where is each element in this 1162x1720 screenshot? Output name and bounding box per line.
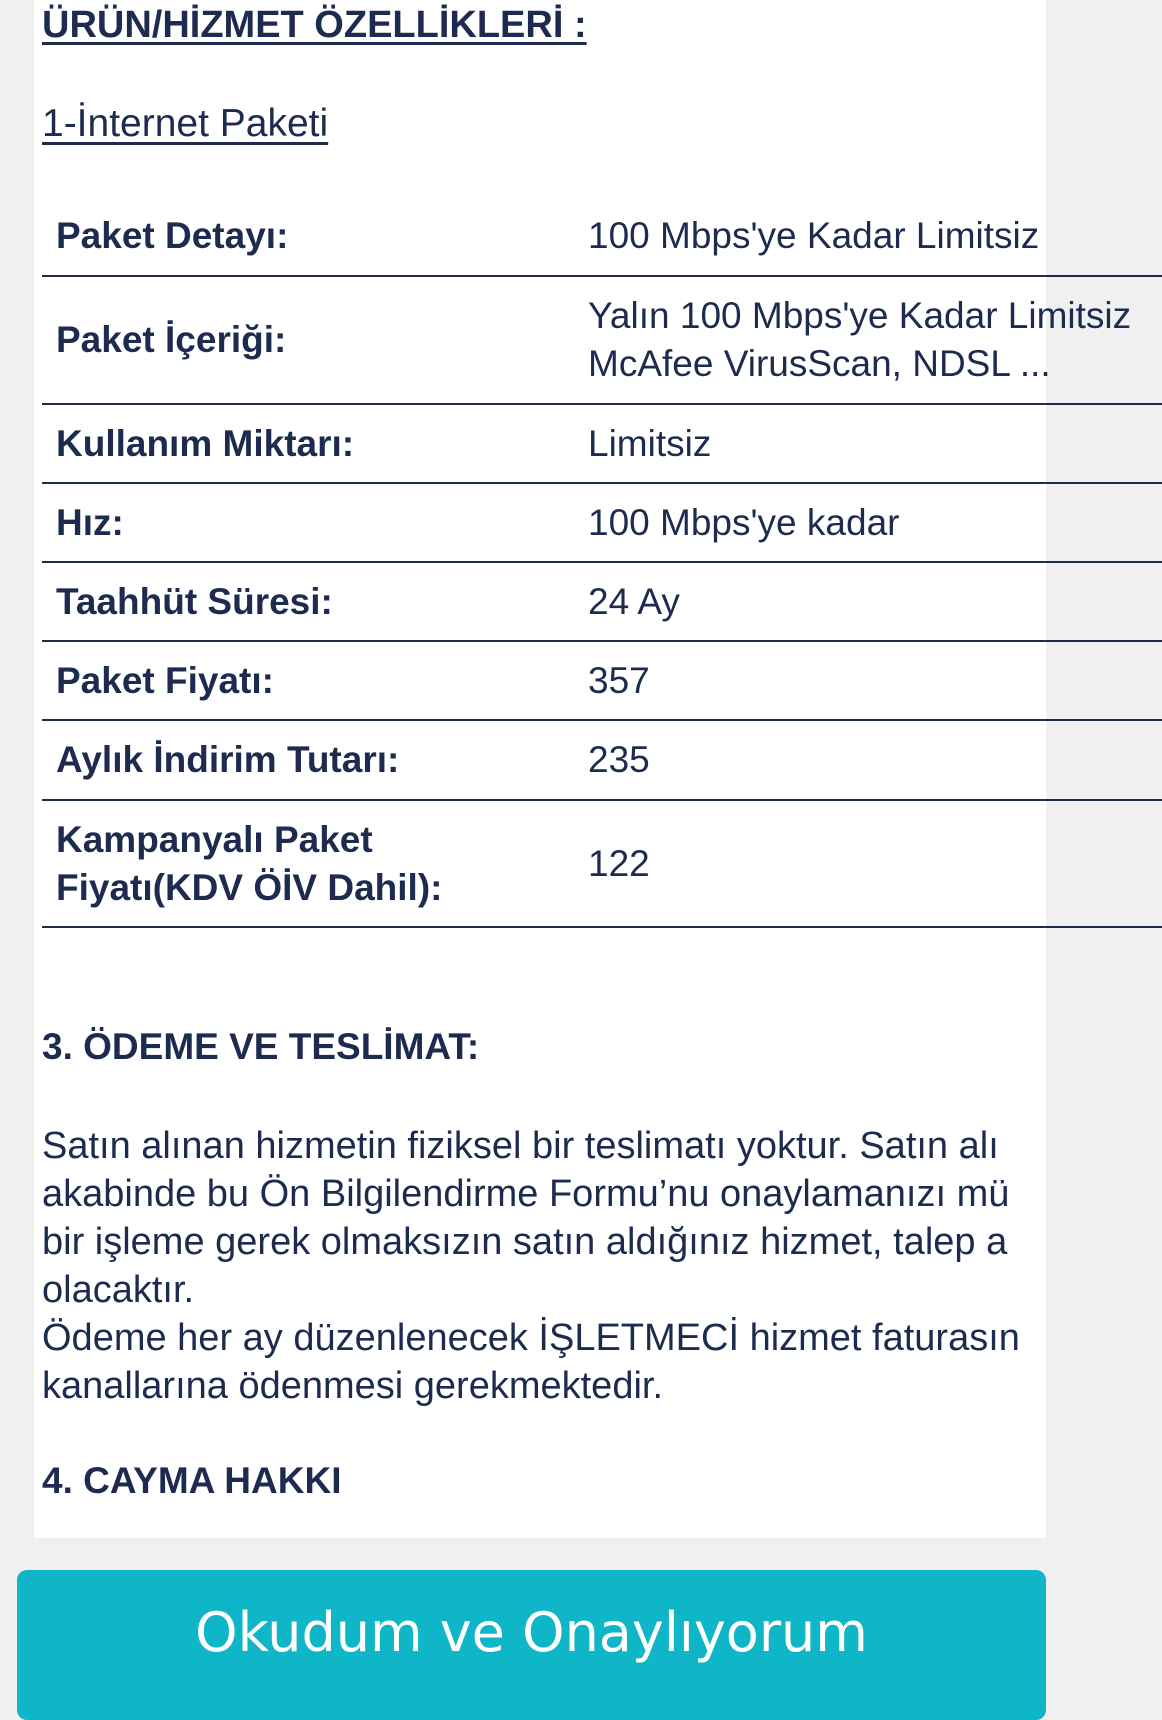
payment-heading: 3. ÖDEME VE TESLİMAT: <box>42 1026 480 1067</box>
spec-value-line: 24 Ay <box>588 580 680 622</box>
spec-value <box>574 641 1162 720</box>
table-row <box>42 483 1162 562</box>
spec-value-line: 357 <box>588 659 650 701</box>
table-row <box>42 720 1162 800</box>
document-panel <box>34 0 1132 1538</box>
spec-label: Kullanım Miktarı: <box>42 404 574 483</box>
spec-value <box>574 800 1162 927</box>
table-row <box>42 196 1162 276</box>
paragraph-line: bir işleme gerek olmaksızın satın aldığınız hizmet, talep a <box>42 1221 1008 1263</box>
spec-value <box>574 720 1162 800</box>
spec-value-line: 235 <box>588 739 650 780</box>
spec-value <box>574 404 1162 483</box>
spec-label: Aylık İndirim Tutarı: <box>42 720 574 800</box>
paragraph-line: olacaktır. <box>42 1269 195 1311</box>
paragraph-line: akabinde bu Ön Bilgilendirme Formu’nu onaylamanızı mü <box>42 1173 1010 1215</box>
spec-label-line: Kampanyalı Paket <box>56 818 373 860</box>
spec-label: Hız: <box>42 483 574 562</box>
table-row <box>42 404 1162 483</box>
spec-label <box>42 800 574 927</box>
spec-table <box>42 196 1162 928</box>
spec-value <box>574 483 1162 562</box>
spec-label: Paket İçeriği: <box>42 276 574 404</box>
spec-value-line: Limitsiz <box>588 422 712 464</box>
package-name: 1-İnternet Paketi <box>42 102 329 145</box>
paragraph-line: Satın alınan hizmetin fiziksel bir teslimatı yoktur. Satın alı <box>42 1125 999 1167</box>
spec-value <box>574 562 1162 641</box>
withdrawal-heading: 4. CAYMA HAKKI <box>42 1460 342 1501</box>
table-row <box>42 641 1162 720</box>
spec-label: Taahhüt Süresi: <box>42 562 574 641</box>
spec-label: Paket Fiyatı: <box>42 641 574 720</box>
confirm-button[interactable]: Okudum ve Onaylıyorum <box>17 1570 1046 1720</box>
payment-paragraph <box>42 1122 1020 1410</box>
paragraph-line: Ödeme her ay düzenlenecek İŞLETMECİ hizmet faturasın <box>42 1317 1020 1359</box>
paragraph-line: kanallarına ödenmesi gerekmektedir. <box>42 1365 664 1407</box>
table-row <box>42 562 1162 641</box>
spec-label: Paket Detayı: <box>42 196 574 276</box>
spec-value <box>574 196 1162 276</box>
spec-value-line: McAfee VirusScan, NDSL ... <box>588 343 1051 384</box>
table-row <box>42 276 1162 404</box>
table-row <box>42 800 1162 927</box>
spec-value-line: Yalın 100 Mbps'ye Kadar Limitsiz <box>588 295 1132 336</box>
spec-value <box>574 276 1162 404</box>
spec-label-line: Fiyatı(KDV ÖİV Dahil): <box>56 866 443 908</box>
spec-value-line: 100 Mbps'ye kadar <box>588 501 900 543</box>
section-title: ÜRÜN/HİZMET ÖZELLİKLERİ : <box>42 4 587 46</box>
spec-value-line: 122 <box>588 842 650 884</box>
spec-value-line: 100 Mbps'ye Kadar Limitsiz <box>588 214 1040 256</box>
